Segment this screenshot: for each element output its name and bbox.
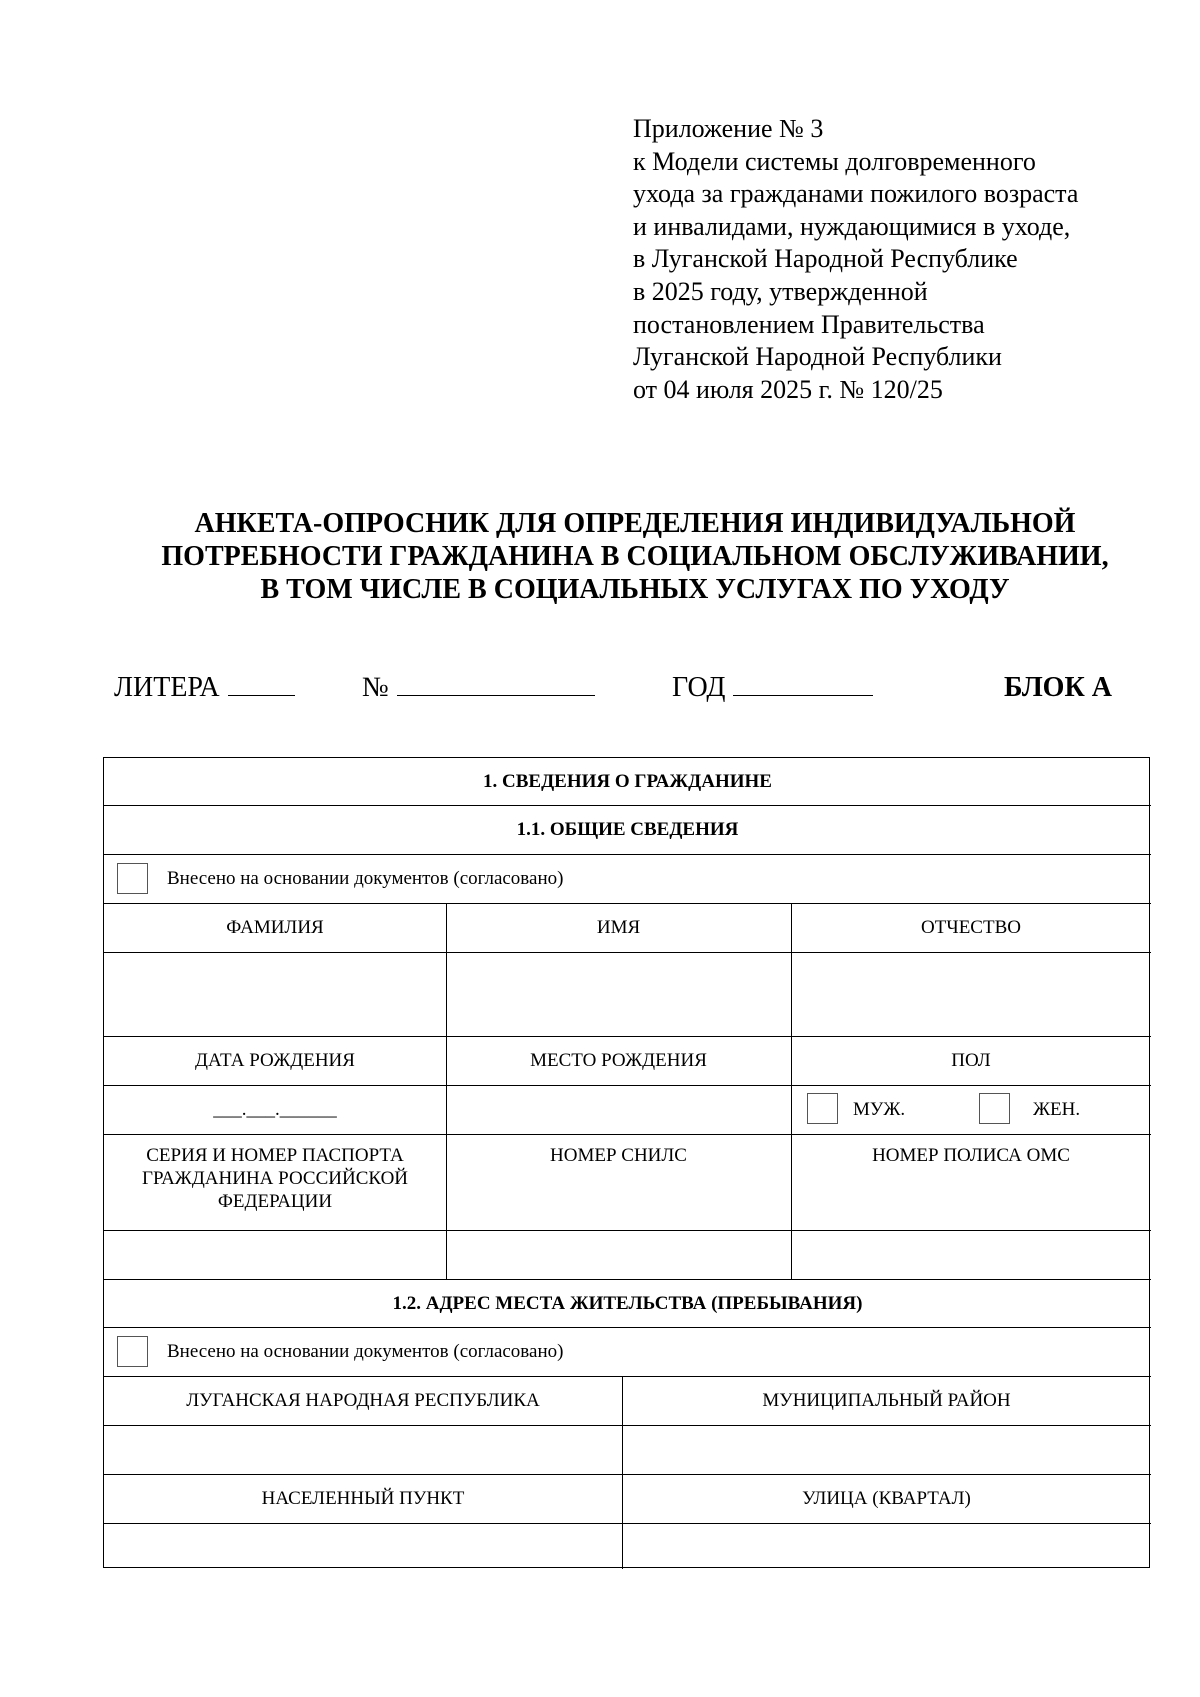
district-input[interactable] (622, 1425, 1151, 1474)
appendix-line: от 04 июля 2025 г. № 120/25 (633, 374, 943, 404)
birth-date-header: ДАТА РОЖДЕНИЯ (195, 1050, 355, 1071)
locality-input[interactable] (104, 1523, 622, 1567)
citizen-info-table (103, 757, 1150, 1568)
number-label: № (362, 672, 389, 703)
street-input[interactable] (622, 1523, 1151, 1567)
year-blank[interactable] (733, 669, 873, 696)
passport-header: СЕРИЯ И НОМЕР ПАСПОРТА ГРАЖДАНИНА РОССИЙСКОЙ ФЕДЕРАЦИИ (141, 1145, 409, 1212)
sex-female-checkbox[interactable] (979, 1093, 1010, 1124)
address-title: 1.2. АДРЕС МЕСТА ЖИТЕЛЬСТВА (ПРЕБЫВАНИЯ) (392, 1292, 863, 1314)
appendix-line: в 2025 году, утвержденной (633, 276, 928, 306)
year-label: ГОД (672, 672, 726, 703)
number-blank[interactable] (397, 669, 595, 696)
title-line: В ТОМ ЧИСЛЕ В СОЦИАЛЬНЫХ УСЛУГАХ ПО УХОДУ (260, 574, 1010, 605)
documents-agreed-checkbox[interactable] (117, 863, 148, 894)
year-field (672, 668, 873, 708)
sex-male-label: МУЖ. (853, 1099, 906, 1120)
row-divider (104, 1327, 1151, 1328)
birth-place-header: МЕСТО РОЖДЕНИЯ (530, 1050, 707, 1071)
address-documents-agreed-checkbox[interactable] (117, 1336, 148, 1367)
birth-place-input[interactable] (446, 1085, 791, 1134)
oms-input[interactable] (791, 1230, 1151, 1279)
appendix-note (633, 113, 1153, 406)
locality-header: НАСЕЛЕННЫЙ ПУНКТ (261, 1488, 465, 1509)
litera-label: ЛИТЕРА (114, 672, 220, 703)
appendix-line: к Модели системы долговременного (633, 146, 1036, 176)
patronymic-input[interactable] (791, 952, 1151, 1036)
section1-title: 1. СВЕДЕНИЯ О ГРАЖДАНИНЕ (483, 771, 772, 792)
appendix-line: ухода за гражданами пожилого возраста (633, 179, 1079, 209)
title-line: АНКЕТА-ОПРОСНИК ДЛЯ ОПРЕДЕЛЕНИЯ ИНДИВИДУАЛЬНОЙ (194, 508, 1076, 539)
oms-header: НОМЕР ПОЛИСА ОМС (872, 1145, 1070, 1166)
sex-female-label: ЖЕН. (1033, 1099, 1081, 1120)
litera-field (114, 668, 295, 708)
appendix-line: Луганской Народной Республики (633, 342, 1002, 372)
title-line: ПОТРЕБНОСТИ ГРАЖДАНИНА В СОЦИАЛЬНОМ ОБСЛУЖИВАНИИ, (161, 541, 1109, 572)
appendix-line: в Луганской Народной Республике (633, 244, 1018, 274)
sex-male-checkbox[interactable] (807, 1093, 838, 1124)
patronymic-header: ОТЧЕСТВО (921, 917, 1021, 938)
surname-header: ФАМИЛИЯ (226, 917, 324, 938)
snils-input[interactable] (446, 1230, 791, 1279)
name-input[interactable] (446, 952, 791, 1036)
general-info-title: 1.1. ОБЩИЕ СВЕДЕНИЯ (516, 819, 739, 840)
birth-date-input[interactable] (104, 1085, 446, 1134)
district-header: МУНИЦИПАЛЬНЫЙ РАЙОН (762, 1390, 1011, 1411)
birth-date-mask: ___.___.______ (213, 1099, 337, 1120)
row-divider (104, 854, 1151, 855)
address-documents-agreed-label: Внесено на основании документов (согласовано) (167, 1341, 564, 1362)
block-label: БЛОК А (1004, 672, 1112, 703)
litera-blank[interactable] (228, 669, 295, 696)
republic-input[interactable] (104, 1425, 622, 1474)
snils-header: НОМЕР СНИЛС (550, 1145, 687, 1166)
sex-header: ПОЛ (951, 1050, 991, 1071)
surname-input[interactable] (104, 952, 446, 1036)
name-header: ИМЯ (596, 917, 641, 938)
appendix-line: и инвалидами, нуждающимися в уходе, (633, 211, 1071, 241)
documents-agreed-label: Внесено на основании документов (согласовано) (167, 868, 564, 889)
appendix-line: Приложение № 3 (633, 114, 824, 143)
document-title (60, 507, 1200, 606)
appendix-line: постановлением Правительства (633, 309, 985, 339)
republic-header: ЛУГАНСКАЯ НАРОДНАЯ РЕСПУБЛИКА (186, 1390, 540, 1411)
number-field (362, 668, 595, 708)
passport-input[interactable] (104, 1230, 446, 1279)
street-header: УЛИЦА (КВАРТАЛ) (802, 1488, 971, 1509)
